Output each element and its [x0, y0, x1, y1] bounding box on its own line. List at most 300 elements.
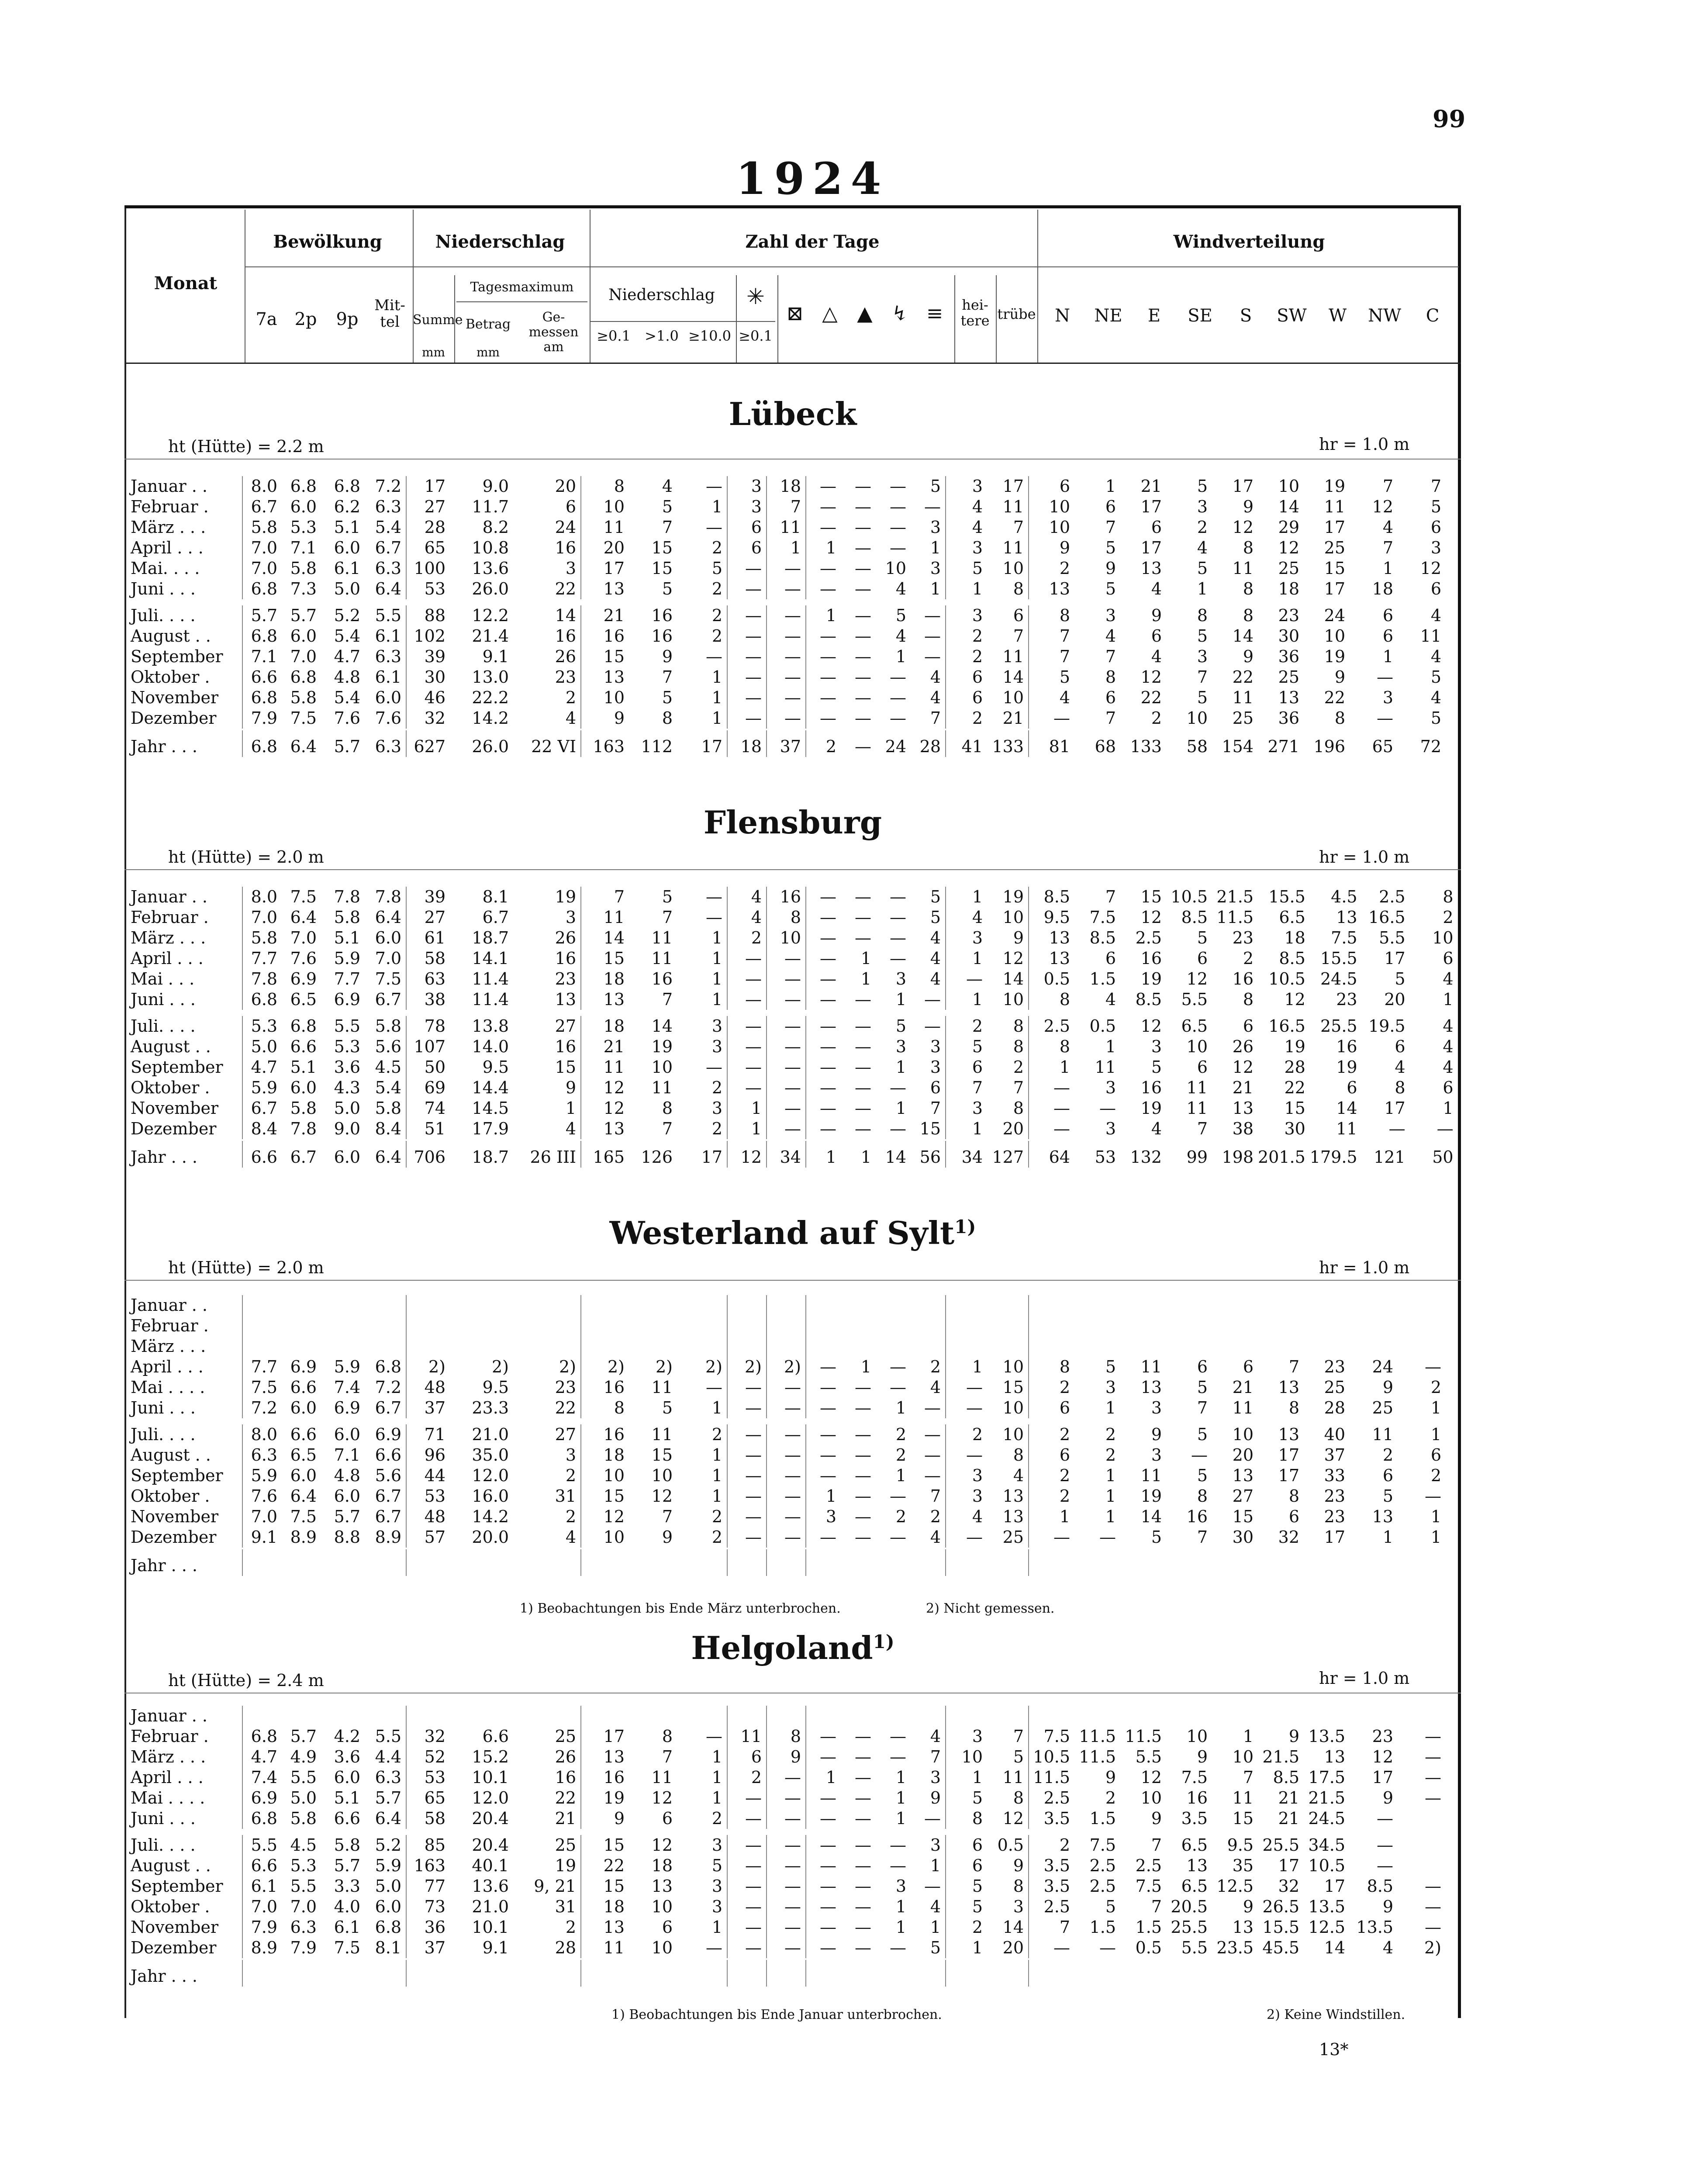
table-cell: 8 [1243, 579, 1254, 598]
table-cell: — [855, 990, 871, 1009]
table-cell: 5.1 [334, 518, 360, 537]
table-cell: 9 [1013, 928, 1024, 947]
table-cell [841, 1960, 876, 1987]
month-label: September [131, 1876, 223, 1896]
table-cell [365, 1316, 406, 1336]
table-cell: 7.9 [290, 1938, 317, 1957]
header-rule [590, 321, 775, 322]
table-cell: 10 [651, 1466, 673, 1485]
table-cell [513, 1706, 581, 1726]
table-cell: 12 [581, 1507, 629, 1527]
table-cell: 7.1 [242, 646, 282, 667]
table-cell: 5.5 [1181, 990, 1208, 1009]
table-cell: — [855, 1466, 871, 1485]
table-cell: 11 [767, 517, 806, 538]
table-cell: 6.9 [242, 1788, 282, 1808]
table-cell: 5.0 [334, 579, 360, 598]
table-cell: 2.5 [1029, 1788, 1074, 1808]
table-cell: 12 [1232, 1057, 1254, 1077]
table-cell [911, 1549, 946, 1576]
header-rule [245, 266, 1459, 267]
table-cell: 11 [1420, 626, 1441, 646]
header-wind-s: S [1240, 306, 1252, 326]
table-cell: 11 [1002, 1768, 1024, 1787]
table-row [124, 688, 1446, 708]
table-cell: 20 [1002, 1938, 1024, 1957]
table-cell: 2 [1105, 1788, 1116, 1807]
table-cell: 13 [1029, 579, 1074, 599]
table-cell: — [767, 579, 806, 599]
table-cell: — [806, 517, 841, 538]
table-cell: 13 [1336, 908, 1357, 927]
table-cell: 6.0 [375, 1897, 401, 1916]
month-label: November [131, 1099, 219, 1118]
table-cell: 4 [946, 497, 987, 517]
table-cell: 1 [1105, 1486, 1116, 1506]
table-cell [987, 1960, 1029, 1987]
table-cell: 8.0 [242, 1424, 282, 1445]
table-cell: 1 [930, 538, 941, 557]
table-cell: 121 [1374, 1147, 1406, 1167]
table-cell: 6.4 [375, 908, 401, 927]
table-cell: 3 [930, 1768, 941, 1787]
table-cell: 17 [1232, 477, 1254, 496]
footnote-right: 2) Keine Windstillen. [1267, 2007, 1406, 2022]
table-cell: 7 [1029, 626, 1074, 646]
table-cell: — [727, 948, 767, 969]
table-cell: 201.5 [1258, 1147, 1305, 1167]
table-cell: 1 [711, 1445, 722, 1465]
table-cell: — [1425, 1788, 1441, 1807]
table-cell: 15.2 [472, 1747, 509, 1766]
spacer-cell [124, 1418, 1446, 1424]
month-label: Oktober . [131, 1078, 210, 1097]
table-cell: 5.8 [375, 1099, 401, 1118]
table-cell: 3 [806, 1507, 841, 1527]
station-table-westerland [124, 1295, 1461, 1576]
table-cell: 8 [1029, 605, 1074, 626]
table-row [124, 497, 1446, 517]
table-cell [581, 1336, 629, 1357]
table-cell: 24 [555, 518, 576, 537]
table-cell [581, 1316, 629, 1336]
table-cell: 9 [581, 708, 629, 729]
table-cell: 4 [1013, 1466, 1024, 1485]
table-cell: — [806, 476, 841, 497]
table-cell: 8 [1243, 538, 1254, 557]
table-cell: 1 [711, 990, 722, 1009]
table-cell: 21.5 [1262, 1747, 1299, 1766]
station-hr: hr = 1.0 m [1319, 1669, 1410, 1688]
table-cell: 2 [711, 1809, 722, 1828]
table-cell: 12.0 [472, 1788, 509, 1807]
table-cell: 14.5 [472, 1099, 509, 1118]
table-cell: 6.0 [375, 688, 401, 707]
table-cell: 6.0 [375, 928, 401, 947]
table-cell [1029, 1549, 1074, 1576]
table-cell: 1 [1105, 1466, 1116, 1485]
table-cell: 3 [946, 1726, 987, 1747]
table-cell: 3 [930, 1835, 941, 1855]
table-cell [841, 1295, 876, 1316]
table-cell: — [1029, 1119, 1074, 1139]
table-cell: 6.0 [290, 626, 317, 646]
header-ge100: ≥10.0 [688, 328, 732, 344]
table-cell [282, 1316, 321, 1336]
table-row [124, 1747, 1446, 1767]
table-cell: 16 [1232, 969, 1254, 988]
table-cell: 7 [1105, 708, 1116, 728]
table-cell [1029, 1316, 1074, 1336]
table-cell: 22 [1284, 1078, 1305, 1097]
table-cell: 32 [1278, 1876, 1299, 1896]
table-cell: — [1388, 1119, 1406, 1138]
table-cell: 6.8 [334, 477, 360, 496]
table-cell: 48 [406, 1377, 450, 1398]
table-cell: 5 [930, 477, 941, 496]
table-cell: 4.7 [242, 1747, 282, 1767]
table-cell: 6.4 [375, 1809, 401, 1828]
table-cell: 11 [651, 1425, 673, 1444]
table-cell: 58 [1186, 737, 1208, 756]
table-cell [767, 1295, 806, 1316]
table-cell: 6.1 [334, 559, 360, 578]
table-cell: 16 [555, 949, 576, 968]
month-label: Januar . . [131, 477, 207, 496]
table-cell: — [855, 1057, 871, 1077]
table-cell: 11 [651, 949, 673, 968]
table-cell: 8.9 [290, 1527, 317, 1547]
table-cell [767, 1960, 806, 1987]
table-cell: 4 [1151, 1119, 1162, 1138]
table-cell: 24.5 [1308, 1809, 1345, 1828]
table-cell [727, 1336, 767, 1357]
table-cell: 74 [406, 1098, 450, 1119]
table-cell: 2 [711, 1119, 722, 1138]
table-cell [1212, 1295, 1258, 1316]
table-cell: 11 [581, 1938, 629, 1958]
table-cell: 22.2 [472, 688, 509, 707]
spacer-cell [124, 1829, 1446, 1835]
table-cell: — [706, 1727, 722, 1746]
table-cell: — [806, 497, 841, 517]
table-cell: 13 [1232, 1099, 1254, 1118]
table-cell: 9 [1243, 647, 1254, 666]
table-cell: 7.2 [375, 1378, 401, 1397]
table-cell: 5 [662, 1398, 673, 1417]
table-cell: 7 [1382, 538, 1393, 557]
table-cell: 17 [1384, 1099, 1406, 1118]
table-cell: 7.0 [242, 538, 282, 558]
table-cell: 8 [662, 1099, 673, 1118]
table-cell: 11 [1140, 1466, 1162, 1485]
table-cell: 5 [1197, 477, 1208, 496]
table-cell: 4 [1151, 647, 1162, 666]
table-cell: 85 [406, 1835, 450, 1856]
table-cell: 10 [885, 559, 906, 578]
table-cell: — [727, 1037, 767, 1057]
table-cell: 5 [1197, 626, 1208, 646]
table-cell: 9 [662, 1527, 673, 1547]
table-cell: 3 [1197, 647, 1208, 666]
table-cell: 5.4 [375, 1078, 401, 1097]
table-cell: 5 [1105, 538, 1116, 557]
table-cell: 21 [1002, 708, 1024, 728]
table-cell: 4 [565, 708, 576, 728]
table-cell: 1 [946, 1119, 987, 1139]
station-ht: ht (Hütte) = 2.0 m [168, 1258, 324, 1277]
table-cell: 7 [1382, 477, 1393, 496]
table-cell: 13 [581, 1917, 629, 1938]
month-label: Dezember [131, 1119, 217, 1138]
table-cell: — [767, 1486, 806, 1507]
table-cell: — [806, 1726, 841, 1747]
table-cell: 5 [1029, 667, 1074, 688]
table-cell: — [1029, 708, 1074, 729]
table-cell: 25 [1278, 667, 1299, 687]
table-cell: 2 [1013, 1057, 1024, 1077]
table-cell: 271 [1267, 737, 1299, 756]
table-cell: 2 [1197, 518, 1208, 537]
table-cell: 13 [581, 1119, 629, 1139]
table-cell: — [767, 605, 806, 626]
table-cell: 25 [1232, 708, 1254, 728]
station-title-luebeck: Lübeck [729, 395, 857, 432]
table-cell: 2 [1105, 1445, 1116, 1465]
table-cell: 14.2 [472, 1507, 509, 1526]
table-cell: 12 [651, 1835, 673, 1855]
table-cell: 15 [1232, 1507, 1254, 1526]
table-cell: 2 [711, 579, 722, 598]
table-cell: 6.8 [290, 1016, 317, 1036]
table-cell: 2 [1430, 1378, 1441, 1397]
table-cell [1074, 1336, 1120, 1357]
table-cell: 1 [895, 1788, 906, 1807]
table-cell: 20 [555, 477, 576, 496]
table-cell: 7.5 [1331, 928, 1357, 947]
table-cell: 11.5 [1079, 1727, 1116, 1746]
table-cell: 9 [662, 647, 673, 666]
table-cell: 2 [946, 708, 987, 729]
table-cell: 5.5 [375, 1727, 401, 1746]
table-cell: 7.7 [242, 1357, 282, 1377]
table-cell: 2 [930, 1507, 941, 1526]
table-cell: 5.0 [334, 1099, 360, 1118]
table-cell: 65 [1372, 737, 1393, 756]
table-cell: 1 [946, 1767, 987, 1788]
table-cell: 7.1 [334, 1445, 360, 1465]
table-cell: 7.6 [334, 708, 360, 728]
table-cell: 8.1 [482, 887, 509, 906]
table-cell: 4 [565, 1119, 576, 1138]
table-cell: 9 [1382, 1788, 1393, 1807]
table-cell: 1 [1382, 647, 1393, 666]
table-row [124, 605, 1446, 626]
month-label: Februar . [131, 1727, 209, 1746]
table-cell: 4 [946, 1507, 987, 1527]
table-cell: — [806, 1037, 841, 1057]
table-cell: 32 [1278, 1527, 1299, 1547]
table-cell: — [806, 708, 841, 729]
table-cell: 6.0 [334, 1486, 360, 1506]
table-cell: 6.8 [290, 667, 317, 687]
table-cell: 7.5 [290, 708, 317, 728]
table-cell [1212, 1316, 1258, 1336]
table-cell: 10 [1186, 1727, 1208, 1746]
table-cell: 7.0 [375, 949, 401, 968]
table-cell [321, 1336, 365, 1357]
table-cell: — [855, 497, 871, 516]
table-cell: 5.6 [375, 1466, 401, 1485]
table-cell [581, 1549, 629, 1576]
table-cell: 1.5 [1089, 1809, 1116, 1828]
table-cell: 4 [1029, 688, 1074, 708]
table-cell [1166, 1336, 1212, 1357]
table-cell [1074, 1295, 1120, 1316]
table-cell [841, 1706, 876, 1726]
table-cell: 20 [1232, 1445, 1254, 1465]
footer-number: 13* [1319, 2040, 1349, 2059]
table-cell: — [806, 948, 841, 969]
table-cell [450, 1549, 513, 1576]
table-cell: 78 [406, 1016, 450, 1037]
table-cell: 22 [581, 1856, 629, 1876]
table-top-rule [124, 205, 1461, 208]
table-cell: 6 [930, 1078, 941, 1097]
table-cell: 17 [1324, 1527, 1345, 1547]
spacer-cell [124, 1010, 1458, 1016]
table-cell: 5 [946, 1876, 987, 1897]
table-cell: 8 [946, 1808, 987, 1829]
table-cell: 19 [555, 1856, 576, 1875]
table-cell: 1 [1430, 1425, 1441, 1444]
table-row [124, 1856, 1446, 1876]
table-cell: 19 [1284, 1037, 1305, 1056]
table-cell [1350, 1295, 1398, 1316]
table-cell: 5.7 [375, 1788, 401, 1807]
table-cell: — [767, 1098, 806, 1119]
table-cell: 6.0 [334, 1147, 360, 1167]
table-cell: — [855, 1078, 871, 1097]
table-cell: 2 [946, 1917, 987, 1938]
table-cell: 11.7 [472, 497, 509, 516]
table-cell: 2) [559, 1357, 576, 1376]
table-cell: 5.5 [290, 1876, 317, 1896]
table-cell: — [706, 1057, 722, 1077]
table-cell: 4 [946, 907, 987, 928]
table-cell: 4 [930, 1897, 941, 1916]
table-cell: — [855, 1856, 871, 1875]
table-row [124, 708, 1446, 729]
table-cell: 6 [1243, 1357, 1254, 1376]
table-cell [987, 1316, 1029, 1336]
table-cell: — [727, 1856, 767, 1876]
table-cell: 2 [946, 626, 987, 646]
table-cell: 5 [711, 559, 722, 578]
table-cell: — [706, 887, 722, 906]
table-cell: 5 [1105, 1357, 1116, 1376]
table-row [124, 476, 1446, 497]
table-cell [1258, 1316, 1304, 1336]
table-row [124, 969, 1458, 989]
table-cell: 19 [1140, 1486, 1162, 1506]
table-cell: 12 [727, 1141, 767, 1168]
table-cell: 23 [555, 667, 576, 687]
table-cell: 1 [860, 949, 871, 968]
table-cell: 9 [1243, 497, 1254, 516]
table-cell: — [855, 1876, 871, 1896]
table-cell [321, 1960, 365, 1987]
table-cell: — [727, 1465, 767, 1486]
table-cell: 5 [1430, 497, 1441, 516]
table-cell: 23 [555, 969, 576, 988]
table-cell: 3 [946, 1098, 987, 1119]
table-cell: 14.0 [472, 1037, 509, 1056]
header-rule [590, 210, 591, 363]
month-label: November [131, 1507, 219, 1526]
table-cell: 2 [1382, 1445, 1393, 1465]
table-cell: 9.1 [242, 1527, 282, 1548]
table-cell: 28 [1284, 1057, 1305, 1077]
table-cell: 12.5 [1216, 1876, 1254, 1896]
table-cell: 9 [565, 1078, 576, 1097]
table-cell: 5.3 [242, 1016, 282, 1037]
table-cell: 1 [946, 579, 987, 599]
table-cell [806, 1295, 841, 1316]
table-cell: 5.8 [290, 1809, 317, 1828]
table-cell: 10 [946, 1747, 987, 1767]
table-cell: 6.8 [375, 1918, 401, 1937]
table-cell: — [806, 989, 841, 1010]
table-cell: 5.5 [1379, 928, 1406, 947]
table-cell [513, 1336, 581, 1357]
fog-icon: ≡ [926, 301, 943, 325]
table-cell: 6 [1443, 1078, 1454, 1097]
table-cell: — [946, 1398, 987, 1418]
table-cell: 17 [1324, 518, 1345, 537]
table-cell: 7.0 [290, 928, 317, 947]
table-cell: 16 [581, 626, 629, 646]
table-cell: 6 [1395, 1037, 1406, 1056]
table-cell [767, 1316, 806, 1336]
table-cell: 99 [1186, 1147, 1208, 1167]
table-cell: — [727, 626, 767, 646]
table-cell: 19 [1324, 647, 1345, 666]
table-cell: — [890, 708, 906, 728]
table-cell: 6.0 [334, 538, 360, 557]
table-cell: 7 [662, 908, 673, 927]
month-label: Jahr . . . [131, 1556, 198, 1575]
table-cell: 16 [1140, 1078, 1162, 1097]
month-label: September [131, 647, 223, 666]
table-cell: 68 [1095, 737, 1116, 756]
table-cell: — [727, 1377, 767, 1398]
month-label: August . . [131, 1445, 211, 1465]
table-cell: 5.8 [290, 559, 317, 578]
table-cell: 3 [711, 1016, 722, 1036]
table-cell [911, 1295, 946, 1316]
table-cell: 4.8 [334, 1466, 360, 1485]
table-cell: 5 [1395, 969, 1406, 988]
table-cell: 2 [565, 1507, 576, 1526]
table-cell: 13 [1002, 1486, 1024, 1506]
table-cell: 26.5 [1262, 1897, 1299, 1916]
table-cell: 57 [406, 1527, 450, 1548]
month-label: August . . [131, 1856, 211, 1875]
block-rule [124, 1280, 1461, 1281]
table-cell: 6.7 [375, 538, 401, 557]
table-cell: 7.9 [242, 708, 282, 729]
